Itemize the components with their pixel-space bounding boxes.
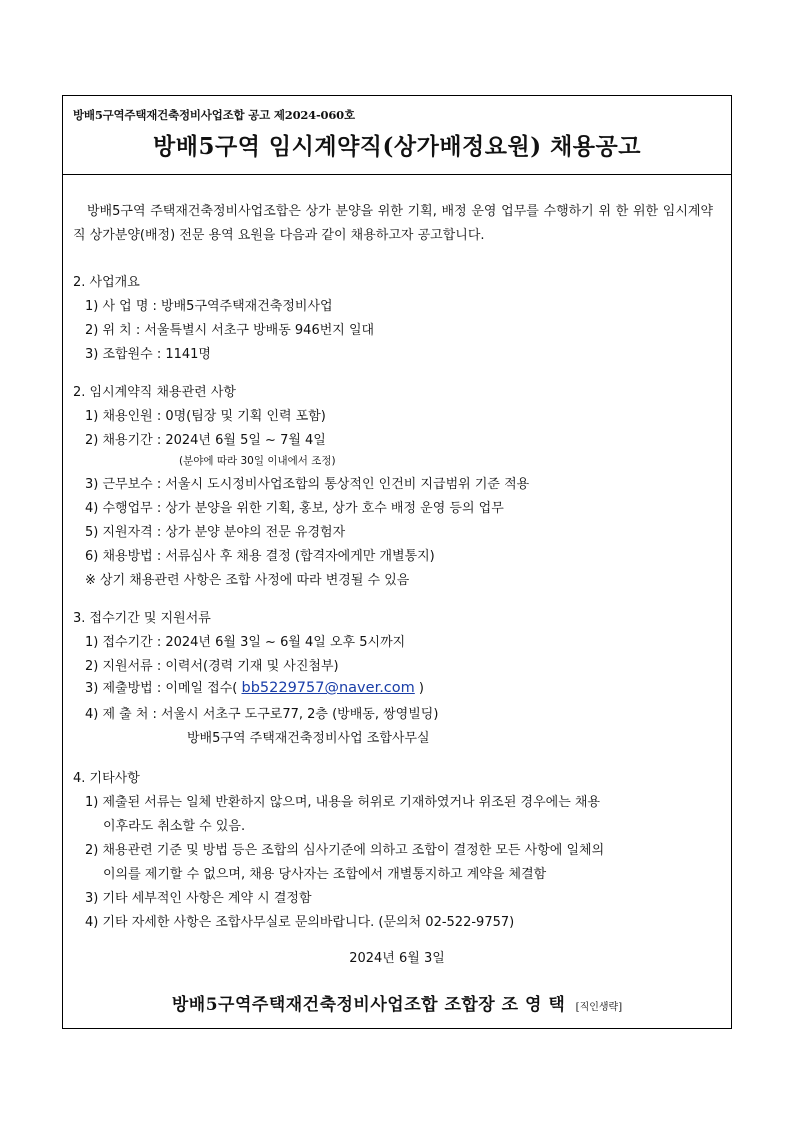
email-suffix: )	[418, 681, 424, 696]
email-label: 3) 제출방법 : 이메일 접수(	[85, 681, 238, 696]
section4-item-cont: 이의를 제기할 수 없으며, 채용 당사자는 조합에서 개별통지하고 계약을 체결함	[103, 867, 547, 882]
section1-item: 3) 조합원수 : 1141명	[85, 347, 211, 362]
section4-item: 3) 기타 세부적인 사항은 계약 시 결정함	[85, 891, 312, 906]
section4-item: 1) 제출된 서류는 일체 반환하지 않으며, 내용을 허위로 기재하였거나 위조된 경우에는 채용	[85, 795, 601, 810]
notice-body	[63, 175, 731, 1028]
section2-item-note: (분야에 따라 30일 이내에서 조정)	[179, 455, 336, 467]
section2-item: 3) 근무보수 : 서울시 도시정비사업조합의 통상적인 인건비 지급범위 기준 적용	[85, 477, 530, 492]
section3-item-cont: 방배5구역 주택재건축정비사업 조합사무실	[187, 731, 430, 746]
section2-item: 1) 채용인원 : 0명(팀장 및 기획 인력 포함)	[85, 409, 326, 424]
email-link[interactable]: bb5229757@naver.com	[241, 680, 415, 696]
section1-item: 1) 사 업 명 : 방배5구역주택재건축정비사업	[85, 299, 333, 314]
section4-item: 2) 채용관련 기준 및 방법 등은 조합의 심사기준에 의하고 조합이 결정한 모든 사항에 일체의	[85, 843, 605, 858]
notice-frame	[62, 95, 732, 1029]
intro-line-1: 방배5구역 주택재건축정비사업조합은 상가 분양을 위한 기획, 배정 운영 업무를 수행하기 위	[87, 204, 611, 219]
section1-item: 2) 위 치 : 서울특별시 서초구 방배동 946번지 일대	[85, 323, 375, 338]
section2-heading: 2. 임시계약직 채용관련 사항	[73, 385, 236, 400]
section2-item: 2) 채용기간 : 2024년 6월 5일 ~ 7월 4일	[85, 433, 326, 448]
notice-date: 2024년 6월 3일	[349, 951, 445, 966]
section2-item: 6) 채용방법 : 서류심사 후 채용 결정 (합격자에게만 개별통지)	[85, 549, 435, 564]
section2-note: ※ 상기 채용관련 사항은 조합 사정에 따라 변경될 수 있음	[85, 573, 410, 588]
intro-paragraph	[73, 200, 713, 248]
section3-item: 2) 지원서류 : 이력서(경력 기재 및 사진첨부)	[85, 659, 339, 674]
section4-item-cont: 이후라도 취소할 수 있음.	[103, 819, 246, 834]
seal-note: [직인생략]	[575, 1002, 623, 1013]
notice-number: 방배5구역주택재건축정비사업조합 공고 제2024-060호	[73, 108, 355, 122]
intro-line-2: 한 위한 임시계약직 상가분양(배정) 전문 용역 요원을 다음과 같이 채용하고자 공고합니다.	[73, 204, 713, 243]
section3-item-email	[85, 677, 424, 696]
section3-heading: 3. 접수기간 및 지원서류	[73, 611, 211, 626]
section4-heading: 4. 기타사항	[73, 771, 140, 786]
signature	[63, 990, 731, 1015]
section3-item: 1) 접수기간 : 2024년 6월 3일 ~ 6월 4일 오후 5시까지	[85, 635, 406, 650]
section3-item: 4) 제 출 처 : 서울시 서초구 도구로77, 2층 (방배동, 쌍영빌딩)	[85, 707, 439, 722]
section2-item: 5) 지원자격 : 상가 분양 분야의 전문 유경험자	[85, 525, 346, 540]
section2-item: 4) 수행업무 : 상가 분양을 위한 기획, 홍보, 상가 호수 배정 운영 등의 업무	[85, 501, 504, 516]
notice-header	[63, 96, 731, 175]
page-title: 방배5구역 임시계약직(상가배정요원) 채용공고	[153, 133, 641, 160]
section4-item: 4) 기타 자세한 사항은 조합사무실로 문의바랍니다. (문의처 02-522-9757)	[85, 915, 515, 930]
section1-heading: 2. 사업개요	[73, 275, 140, 290]
signature-text: 방배5구역주택재건축정비사업조합 조합장 조 영 택	[171, 995, 566, 1015]
